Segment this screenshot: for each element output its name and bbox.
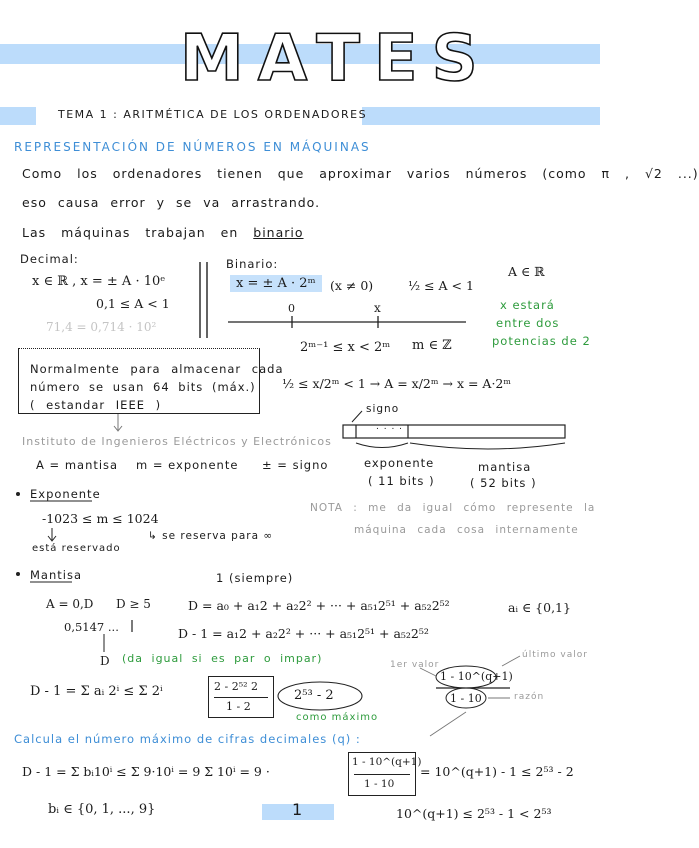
legend-mantisa: A = mantisa xyxy=(36,458,119,472)
intro-line-1: Como los ordenadores tienen que aproximar varios números (como π , √2 ...) xyxy=(22,166,699,181)
binary-label: Binario: xyxy=(226,257,279,271)
binary-formula: x = ± A · 2ᵐ xyxy=(230,275,322,292)
axis-x-label: x xyxy=(374,301,381,315)
ratio-label: razón xyxy=(514,692,545,702)
last-value-label: último valor xyxy=(522,650,588,660)
decimal-label: Decimal: xyxy=(20,252,79,266)
mantissa-d-label: D xyxy=(100,654,110,668)
mantissa-dm1-formula: D - 1 = a₁2 + a₂2² + ··· + a₅₁2⁵¹ + a₅₂2⁵² xyxy=(178,626,429,641)
mantissa-parity-note: (da igual si es par o impar) xyxy=(122,652,323,665)
decimal-def-1: x ∈ ℝ , x = ± A · 10ᵉ xyxy=(32,274,166,289)
binary-note-2: entre dos xyxy=(496,316,560,330)
mantissa-d-formula: D = a₀ + a₁2 + a₂2² + ··· + a₅₁2⁵¹ + a₅₂2⁵² xyxy=(188,598,450,613)
exponent-range: -1023 ≤ m ≤ 1024 xyxy=(42,511,159,526)
legend-signo: ± = signo xyxy=(262,458,329,472)
binary-bounds: ½ ≤ A < 1 xyxy=(408,278,474,293)
intro-line-3-prefix: Las máquinas trabajan en xyxy=(22,225,239,240)
exponent-bits: ( 11 bits ) xyxy=(368,474,435,488)
exponent-bullet: Exponente xyxy=(30,487,101,501)
ieee-line-1: Normalmente para almacenar cada xyxy=(30,362,284,376)
mantissa-label: mantisa xyxy=(478,460,532,474)
exponent-note-2: máquina cada cosa internamente xyxy=(354,524,579,536)
ieee-line-3: ( estandar IEEE ) xyxy=(30,398,162,412)
mantissa-frac-den: 1 - 2 xyxy=(226,700,251,713)
bits-dots: . . . . xyxy=(376,422,404,432)
decimals-result: = 10^(q+1) - 1 ≤ 2⁵³ - 2 xyxy=(420,764,574,779)
geo-num: 1 - 10^(q+1) xyxy=(440,670,513,683)
section-heading: REPRESENTACIÓN DE NÚMEROS EN MÁQUINAS xyxy=(14,140,371,154)
mantissa-bits: ( 52 bits ) xyxy=(470,476,537,490)
axis-zero-label: 0 xyxy=(288,302,295,315)
mantissa-result: 2⁵³ - 2 xyxy=(294,688,334,703)
mantissa-frac-bar xyxy=(214,697,268,698)
sign-label: signo xyxy=(366,403,400,415)
intro-line-2: eso causa error y se va arrastrando. xyxy=(22,195,321,210)
page-number: 1 xyxy=(292,800,304,819)
binary-range: 2ᵐ⁻¹ ≤ x < 2ᵐ xyxy=(300,340,391,355)
mantissa-a-domain: aᵢ ∈ {0,1} xyxy=(508,600,571,615)
decimals-frac-bar xyxy=(354,774,410,775)
decimal-example: 71,4 = 0,714 · 10² xyxy=(46,320,157,334)
decimals-final: 10^(q+1) ≤ 2⁵³ - 1 < 2⁵³ xyxy=(396,806,552,821)
binary-m-domain: m ∈ ℤ xyxy=(412,338,452,353)
binary-note-1: x estará xyxy=(500,298,555,312)
binary-condition: (x ≠ 0) xyxy=(330,278,374,293)
mantissa-sum: D - 1 = Σ aᵢ 2ⁱ ≤ Σ 2ⁱ xyxy=(30,684,163,699)
ieee-institute: Instituto de Ingenieros Eléctricos y Electrónicos xyxy=(22,435,332,448)
exponent-note-1: NOTA : me da igual cómo represente la xyxy=(310,502,596,514)
legend-exponente: m = exponente xyxy=(136,458,239,472)
page-title: MATES xyxy=(180,22,492,96)
geo-den: 1 - 10 xyxy=(450,692,482,705)
decimal-def-2: 0,1 ≤ A < 1 xyxy=(96,296,170,311)
binary-note-3: potencias de 2 xyxy=(492,334,591,348)
ieee-line-2: número se usan 64 bits (máx.) xyxy=(30,380,256,394)
mantissa-d-def: D ≥ 5 xyxy=(116,597,151,611)
decimals-heading: Calcula el número máximo de cifras decimales (q) : xyxy=(14,732,361,746)
topic-heading: TEMA 1 : ARITMÉTICA DE LOS ORDENADORES xyxy=(58,108,368,121)
exponent-infinity: ↳ se reserva para ∞ xyxy=(148,530,274,542)
decimals-b-domain: bᵢ ∈ {0, 1, ..., 9} xyxy=(48,802,156,817)
mantissa-bullet: Mantisa xyxy=(30,568,83,582)
mantissa-example: 0,5147 ... xyxy=(64,620,119,634)
first-value-label: 1er valor xyxy=(390,660,440,670)
mantissa-a-def: A = 0,D xyxy=(46,597,94,611)
binary-derivation: ½ ≤ x/2ᵐ < 1 → A = x/2ᵐ → x = A·2ᵐ xyxy=(282,376,512,391)
decimals-frac-num: 1 - 10^(q+1) xyxy=(352,756,422,768)
exponent-reserved: está reservado xyxy=(32,543,121,554)
decimals-formula: D - 1 = Σ bᵢ10ⁱ ≤ Σ 9·10ⁱ = 9 Σ 10ⁱ = 9 · xyxy=(22,764,270,779)
mantissa-result-note: como máximo xyxy=(296,712,379,723)
binario-word: binario xyxy=(253,225,304,240)
binary-domain: A ∈ ℝ xyxy=(508,264,545,279)
decimals-frac-den: 1 - 10 xyxy=(364,778,395,790)
mantissa-always: 1 (siempre) xyxy=(216,571,294,585)
mantissa-frac-num: 2 - 2⁵² 2 xyxy=(214,680,259,693)
exponent-label: exponente xyxy=(364,456,435,470)
